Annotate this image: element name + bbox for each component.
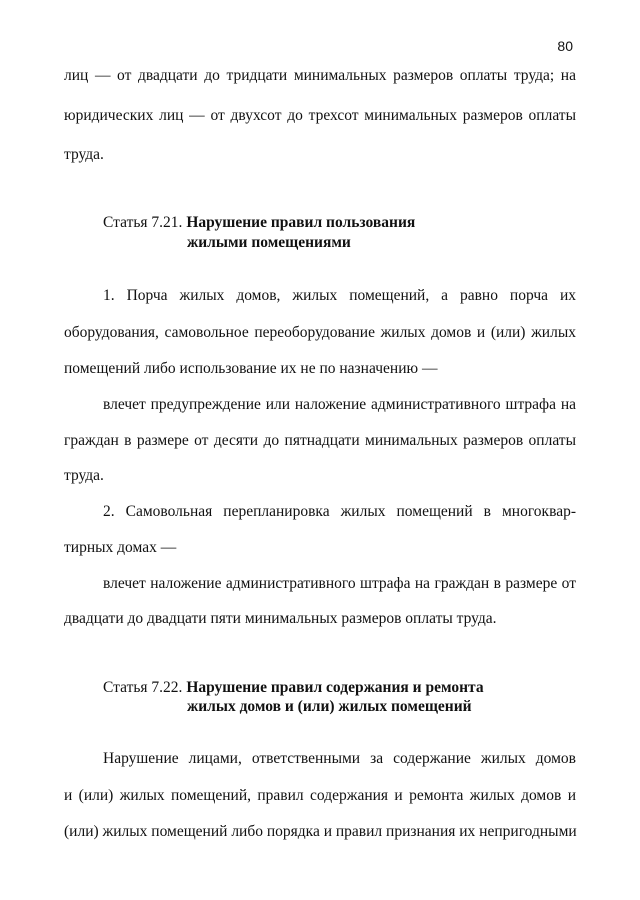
article-heading <box>103 678 484 698</box>
body-line: влечет наложение административного штрафа на граждан в размере от <box>103 575 576 592</box>
body-line: помещений либо использование их не по назначению — <box>64 360 438 377</box>
body-line: труда. <box>64 467 104 484</box>
body-line: 2. Самовольная перепланировка жилых помещений в многоквар- <box>103 503 576 520</box>
body-line: оборудования, самовольное переоборудование жилых домов и (или) жилых <box>64 324 576 341</box>
body-line: лиц — от двадцати до тридцати минимальных размеров оплаты труда; на <box>64 67 576 84</box>
article-heading <box>103 213 415 233</box>
body-line: 1. Порча жилых домов, жилых помещений, а равно порча их <box>103 287 576 304</box>
body-line: Нарушение лицами, ответственными за содержание жилых домов <box>103 750 576 767</box>
body-line: влечет предупреждение или наложение административного штрафа на <box>103 396 576 413</box>
article-number: Статья 7.21. <box>103 214 183 231</box>
body-line: двадцати до двадцати пяти минимальных размеров оплаты труда. <box>64 610 497 627</box>
article-title-continued: жилых домов и (или) жилых помещений <box>187 698 472 715</box>
page-number: 80 <box>557 38 573 54</box>
body-line: юридических лиц — от двухсот до трехсот минимальных размеров оплаты <box>64 107 576 124</box>
article-title: Нарушение правил пользования <box>186 214 416 231</box>
body-line: граждан в размере от десяти до пятнадцати минимальных размеров оплаты <box>64 432 576 449</box>
body-line: (или) жилых помещений либо порядка и правил признания их непригодными <box>64 823 577 840</box>
article-number: Статья 7.22. <box>103 679 183 696</box>
article-title: Нарушение правил содержания и ремонта <box>186 679 484 696</box>
body-line: тирных домах — <box>64 539 177 556</box>
body-line: и (или) жилых помещений, правил содержания и ремонта жилых домов и <box>64 787 576 804</box>
body-line: труда. <box>64 146 104 163</box>
article-title-continued: жилыми помещениями <box>187 234 351 251</box>
